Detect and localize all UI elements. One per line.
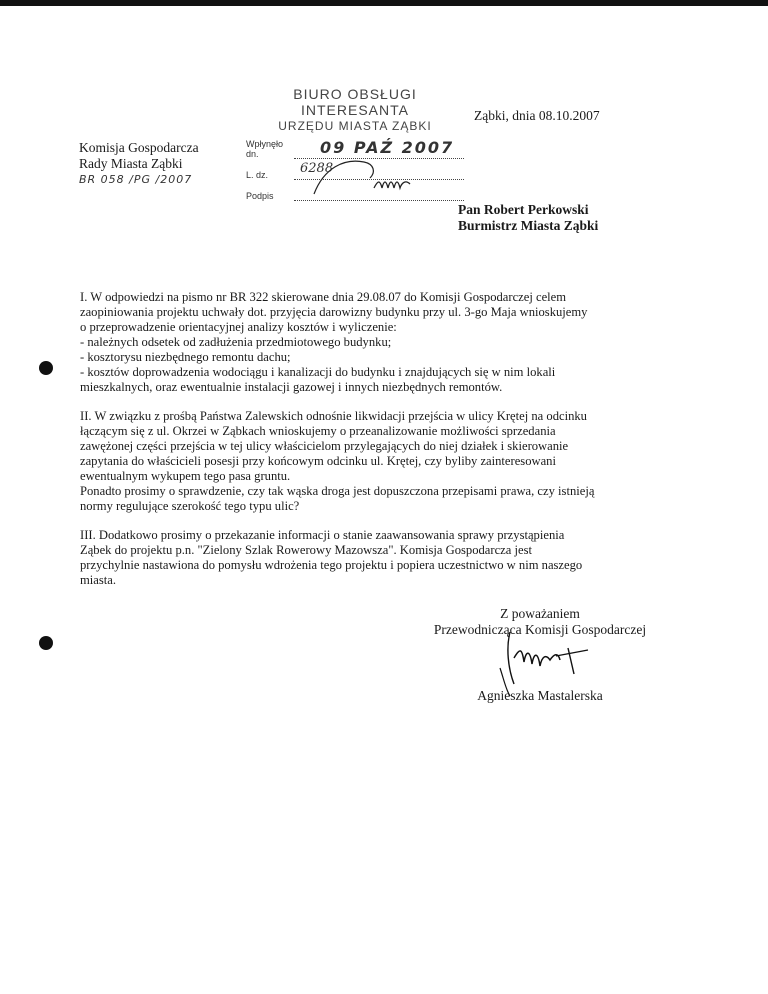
paragraph-line: łączącym się z ul. Okrzei w Ząbkach wnioskujemy o przeanalizowanie możliwości sprzedania	[80, 424, 556, 438]
paragraph-line: - kosztorysu niezbędnego remontu dachu;	[80, 350, 291, 364]
paragraph-line: Ząbek do projektu p.n. "Zielony Szlak Rowerowy Mazowsza". Komisja Gospodarcza jest	[80, 543, 532, 557]
paragraph-3	[80, 528, 660, 588]
closing-salutation: Z poważaniem	[500, 606, 580, 621]
stamp-signature-label: Podpis	[246, 191, 274, 201]
paragraph-line: miasta.	[80, 573, 117, 587]
paragraph-line: zaopiniowania projektu uchwały dot. przyjęcia darowizny budynku przy ul. 3-go Maja wnioskujemy	[80, 305, 588, 319]
binder-hole-bottom	[39, 636, 53, 650]
signer-name: Agnieszka Mastalerska	[477, 688, 603, 703]
paragraph-2	[80, 409, 660, 514]
scan-top-border	[0, 0, 768, 6]
stamp-received-row	[246, 139, 464, 159]
stamp-signature-row	[246, 186, 464, 201]
place-and-date: Ząbki, dnia 08.10.2007	[474, 108, 600, 123]
paragraph-line: III. Dodatkowo prosimy o przekazanie informacji o stanie zaawansowania sprawy przystąpienia	[80, 528, 565, 542]
letter-body	[80, 290, 660, 602]
recipient-block	[458, 202, 598, 234]
paragraph-1	[80, 290, 660, 395]
binder-hole-top	[39, 361, 53, 375]
paragraph-line: przychylnie nastawiona do pomysłu wdrożenia tego projektu i popiera uczestnictwo w nim naszego	[80, 558, 583, 572]
paragraph-line: normy regulujące szerokość tego typu ulic?	[80, 499, 300, 513]
closing-signer-title: Przewodnicząca Komisji Gospodarczej	[433, 622, 647, 637]
stamp-number-label: L. dz.	[246, 170, 269, 180]
stamp-office-name: BIURO OBSŁUGI INTERESANTA	[293, 86, 417, 118]
paragraph-line: zawężonej części przejścia w tej ulicy właścicielom przylegających do niej działek i skierowanie	[80, 439, 569, 453]
stamp-received-field	[294, 138, 464, 159]
registry-stamp	[246, 86, 464, 201]
paragraph-line: - kosztów doprowadzenia wodociągu i kanalizacji do budynku i znajdujących się w nim lokali	[80, 365, 556, 379]
paragraph-line: II. W związku z prośbą Państwa Zalewskich odnośnie likwidacji przejścia w ulicy Krętej na odcinku	[80, 409, 587, 423]
paragraph-line: o przeprowadzenie orientacyjnej analizy kosztów i wyliczenie:	[80, 320, 397, 334]
stamp-initials-scribble	[304, 158, 424, 198]
paragraph-line: zapytania do właścicieli posesji przy końcowym odcinku ul. Krętej, czy byliby zainteresowani	[80, 454, 556, 468]
stamp-authority-name: URZĘDU MIASTA ZĄBKI	[278, 119, 432, 133]
sender-reference: BR 058 /PG /2007	[79, 173, 193, 186]
paragraph-line: mieszkalnych, oraz ewentualnie instalacji gazowej i innych niezbędnych remontów.	[80, 380, 503, 394]
paragraph-line: - należnych odsetek od zadłużenia przedmiotowego budynku;	[80, 335, 392, 349]
stamp-number-value: 6288	[300, 161, 334, 176]
sender-council: Rady Miasta Ząbki	[79, 156, 183, 171]
sender-committee: Komisja Gospodarcza	[79, 140, 199, 155]
stamp-received-label: Wpłynęło dn.	[246, 139, 284, 159]
stamp-received-date: 09 PAŹ 2007	[320, 138, 455, 157]
stamp-signature-field	[294, 186, 464, 201]
paragraph-line: ewentualnym wykupem tego pasa gruntu.	[80, 469, 291, 483]
recipient-name: Pan Robert Perkowski	[458, 202, 589, 217]
paragraph-line: I. W odpowiedzi na pismo nr BR 322 skierowane dnia 29.08.07 do Komisji Gospodarczej celem	[80, 290, 567, 304]
sender-block	[79, 140, 199, 188]
paragraph-line: Ponadto prosimy o sprawdzenie, czy tak wąska droga jest dopuszczona przepisami prawa, czy istnieją	[80, 484, 595, 498]
recipient-title: Burmistrz Miasta Ząbki	[458, 218, 599, 233]
